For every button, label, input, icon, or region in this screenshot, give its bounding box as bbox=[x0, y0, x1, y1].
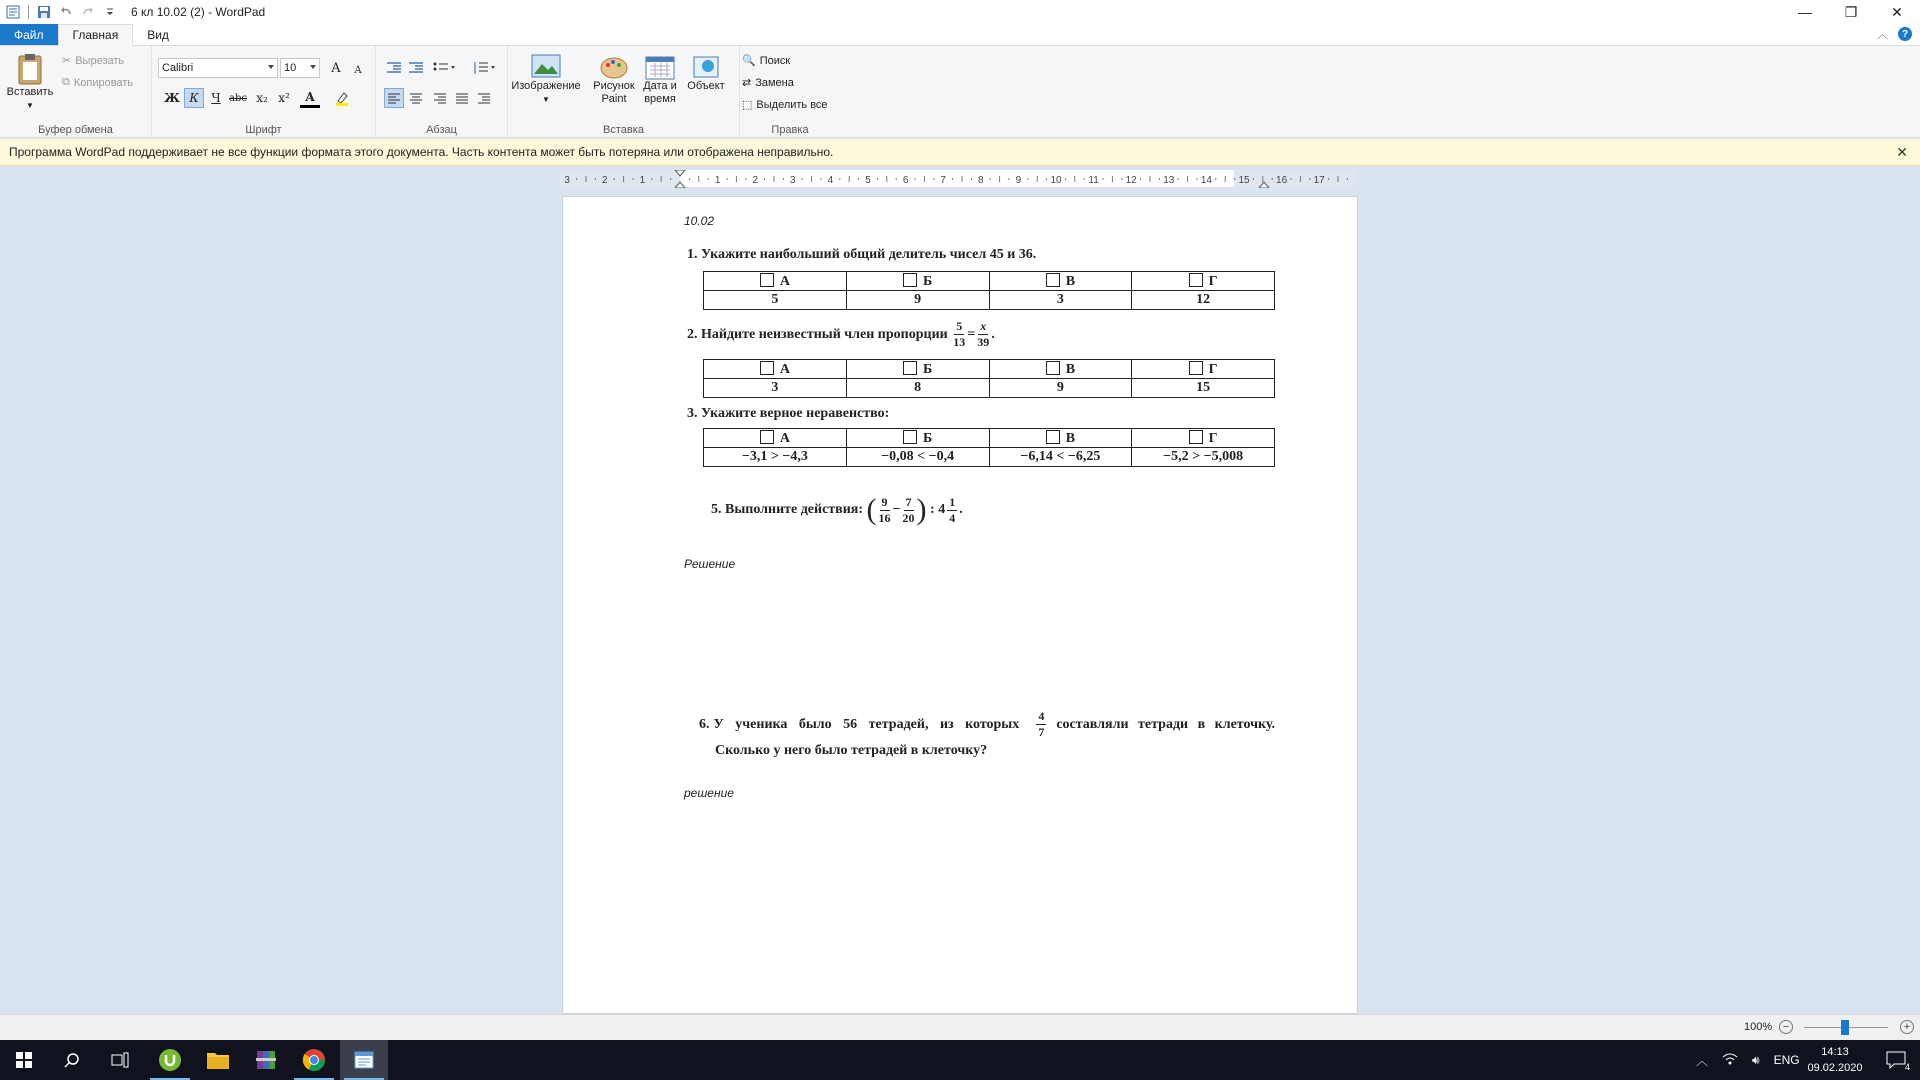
ruler-label: 3 bbox=[564, 175, 570, 186]
q2-option-c[interactable]: В bbox=[989, 360, 1132, 379]
maximize-button[interactable]: ❐ bbox=[1844, 3, 1858, 20]
infobar-message: Программа WordPad поддерживает не все функции формата этого документа. Часть контента может быть потеряна или отображена неправильно. bbox=[9, 145, 834, 159]
checkbox-icon bbox=[1046, 273, 1060, 287]
question-3-table bbox=[703, 428, 1275, 467]
ruler-label: 2 bbox=[752, 175, 758, 186]
compatibility-infobar bbox=[0, 139, 1920, 166]
question-6-line-2: Сколько у него было тетрадей в клеточку? bbox=[715, 743, 988, 758]
utorrent-icon[interactable] bbox=[146, 1040, 194, 1080]
clock-time: 14:13 bbox=[1821, 1046, 1849, 1058]
ruler-label: 11 bbox=[1088, 175, 1099, 186]
clipboard-group-label: Буфер обмена bbox=[38, 124, 113, 136]
fraction: $\frac{7}{20}$ bbox=[902, 494, 915, 525]
status-bar bbox=[0, 1014, 1920, 1040]
tab-home[interactable]: Главная bbox=[58, 24, 134, 46]
ruler-label: 1 bbox=[639, 175, 646, 186]
decrease-indent-icon[interactable] bbox=[384, 58, 404, 78]
ruler-label: 6 bbox=[902, 175, 909, 186]
find-button[interactable] bbox=[742, 54, 790, 67]
font-family-select[interactable] bbox=[158, 58, 278, 78]
object-label: Объект bbox=[687, 80, 725, 92]
question-2-table bbox=[703, 359, 1275, 398]
image-label: Изображение bbox=[511, 80, 581, 92]
question-1-number: 1. bbox=[687, 247, 698, 262]
solution-label-2: решение bbox=[684, 786, 734, 800]
volume-icon[interactable]: 🔊︎ bbox=[1752, 1052, 1760, 1067]
question-2: 2. Найдите неизвестный член пропорции $\frac{5}{13}$ = $\frac{x}{39}$ . bbox=[687, 319, 995, 349]
ruler-label: 16 bbox=[1276, 175, 1288, 186]
checkbox-icon bbox=[760, 361, 774, 375]
insert-paint-button[interactable] bbox=[592, 54, 636, 106]
question-2-number: 2. bbox=[687, 326, 698, 342]
window-title: 6 кл 10.02 (2) - WordPad bbox=[131, 5, 266, 19]
close-button[interactable]: ✕ bbox=[1891, 3, 1903, 20]
paste-button[interactable] bbox=[6, 52, 54, 112]
zoom-out-button[interactable]: − bbox=[1779, 1020, 1793, 1034]
file-explorer-icon[interactable] bbox=[194, 1040, 242, 1080]
select-all-button[interactable] bbox=[742, 98, 828, 111]
minimize-button[interactable]: — bbox=[1798, 4, 1812, 20]
q3-option-d[interactable]: Г bbox=[1132, 429, 1275, 448]
underline-button[interactable]: Ч bbox=[211, 91, 221, 105]
customize-toolbar-icon[interactable] bbox=[99, 1, 121, 23]
q2-value: 8 bbox=[846, 379, 989, 398]
question-3 bbox=[687, 406, 889, 422]
fraction: $\frac{x}{39}$ bbox=[977, 319, 990, 349]
replace-label: Замена bbox=[755, 76, 794, 89]
paragraph-group-label: Абзац bbox=[426, 124, 457, 136]
wordpad-app-icon[interactable] bbox=[2, 1, 24, 23]
question-3-text: Укажите верное неравенство: bbox=[701, 406, 890, 421]
paint-palette-icon bbox=[599, 54, 629, 80]
question-6-number: 6. bbox=[699, 716, 710, 732]
notifications-icon[interactable] bbox=[1872, 1040, 1920, 1080]
separator bbox=[28, 5, 29, 19]
editing-group-label: Правка bbox=[771, 124, 809, 136]
paragraph-group bbox=[376, 46, 508, 138]
question-1-text: Укажите наибольший общий делитель чисел 45 и 36. bbox=[701, 247, 1037, 262]
question-1 bbox=[687, 247, 1036, 263]
q3-value: −0,08 < −0,4 bbox=[846, 448, 989, 467]
solution-label-1: Решение bbox=[684, 557, 736, 571]
q1-option-c[interactable]: В bbox=[989, 272, 1132, 291]
ruler-label: 4 bbox=[827, 175, 834, 186]
q2-option-a[interactable]: А bbox=[704, 360, 847, 379]
question-5: 5. Выполните действия: ( $\frac{9}{16}$ − $\frac{7}{20}$ ) : 4 $\frac{1}{4}$ . bbox=[711, 493, 963, 526]
font-family-value: Calibri bbox=[162, 62, 194, 74]
q3-option-b[interactable]: Б bbox=[846, 429, 989, 448]
copy-label: Копировать bbox=[73, 76, 134, 89]
network-icon[interactable] bbox=[1722, 1052, 1738, 1069]
image-icon bbox=[531, 54, 561, 80]
question-5-text: Выполните действия: bbox=[725, 502, 864, 517]
tab-view[interactable]: Вид bbox=[147, 27, 169, 42]
ribbon bbox=[0, 46, 1920, 138]
notification-count: 4 bbox=[1904, 1062, 1910, 1072]
chrome-icon[interactable] bbox=[290, 1040, 338, 1080]
q1-option-a[interactable]: А bbox=[704, 272, 847, 291]
ruler-label: 5 bbox=[865, 175, 871, 186]
ruler-label: 9 bbox=[1015, 175, 1022, 186]
q2-value: 3 bbox=[704, 379, 847, 398]
checkbox-icon bbox=[903, 273, 917, 287]
align-right-icon[interactable] bbox=[430, 88, 450, 108]
title-bar bbox=[0, 0, 1920, 24]
document-page[interactable] bbox=[562, 196, 1358, 1014]
subscript-button[interactable]: x₂ bbox=[256, 91, 268, 105]
strikethrough-button[interactable]: abc bbox=[229, 92, 247, 104]
show-hidden-icons-icon[interactable]: ︿ bbox=[1696, 1053, 1709, 1068]
archiver-icon[interactable] bbox=[242, 1040, 290, 1080]
start-windows-icon[interactable] bbox=[0, 1040, 48, 1080]
bold-button[interactable]: Ж bbox=[164, 91, 180, 105]
calendar-icon bbox=[645, 54, 675, 80]
highlight-icon[interactable] bbox=[332, 88, 352, 108]
q3-value: −5,2 > −5,008 bbox=[1132, 448, 1275, 467]
justify-icon[interactable] bbox=[452, 88, 472, 108]
insert-object-button[interactable] bbox=[684, 54, 728, 93]
paste-icon bbox=[15, 52, 45, 86]
font-size-value: 10 bbox=[284, 62, 297, 74]
q2-option-b[interactable]: Б bbox=[846, 360, 989, 379]
bullet-list-icon[interactable] bbox=[430, 58, 458, 78]
checkbox-icon bbox=[1046, 361, 1060, 375]
redo-icon[interactable] bbox=[77, 1, 99, 23]
cut-label: Вырезать bbox=[75, 54, 125, 67]
checkbox-icon bbox=[903, 430, 917, 444]
clock-date: 09.02.2020 bbox=[1807, 1062, 1863, 1074]
q2-value: 9 bbox=[989, 379, 1132, 398]
insert-image-button[interactable] bbox=[511, 54, 581, 106]
find-label: Поиск bbox=[759, 54, 791, 67]
ruler-label: 7 bbox=[940, 175, 946, 186]
superscript-button[interactable]: x² bbox=[278, 91, 290, 105]
align-center-icon[interactable] bbox=[406, 88, 426, 108]
increase-indent-icon[interactable] bbox=[406, 58, 426, 78]
q3-value: −3,1 > −4,3 bbox=[704, 448, 847, 467]
cut-button[interactable] bbox=[62, 54, 124, 67]
ribbon-right-controls bbox=[1877, 26, 1912, 42]
question-6-text-b: составляли тетради в клеточку. bbox=[1056, 716, 1275, 732]
checkbox-icon bbox=[903, 361, 917, 375]
checkbox-icon bbox=[760, 430, 774, 444]
shrink-font-button[interactable]: A bbox=[354, 64, 362, 76]
select-all-label: Выделить все bbox=[756, 98, 828, 111]
paste-label: Вставить bbox=[6, 86, 54, 98]
tab-file[interactable]: Файл bbox=[0, 24, 58, 45]
system-tray bbox=[1696, 1040, 1800, 1080]
question-6-line-1 bbox=[699, 709, 1275, 740]
paint-label-2: Paint bbox=[601, 93, 627, 105]
select-all-icon: ⬚ bbox=[742, 99, 753, 111]
copy-button[interactable] bbox=[62, 76, 133, 89]
q2-value: 15 bbox=[1132, 379, 1275, 398]
zoom-slider-thumb[interactable] bbox=[1841, 1020, 1849, 1035]
ruler-label: 2 bbox=[602, 175, 608, 186]
checkbox-icon bbox=[1189, 273, 1203, 287]
fraction: $\frac{5}{13}$ bbox=[953, 319, 966, 349]
language-indicator[interactable]: ENG bbox=[1773, 1053, 1800, 1067]
question-3-number: 3. bbox=[687, 406, 698, 421]
line-spacing-icon[interactable] bbox=[470, 58, 498, 78]
undo-icon[interactable] bbox=[55, 1, 77, 23]
binoculars-icon: 🔍 bbox=[742, 55, 756, 67]
quick-access-toolbar bbox=[0, 0, 121, 24]
paragraph-settings-icon[interactable] bbox=[474, 88, 494, 108]
zoom-level: 100% bbox=[1744, 1021, 1773, 1033]
search-icon[interactable] bbox=[48, 1040, 96, 1080]
ruler-ticks bbox=[560, 170, 1356, 188]
italic-button[interactable]: К bbox=[184, 88, 204, 108]
fraction: $\frac{9}{16}$ bbox=[878, 494, 891, 525]
ruler-label: 10 bbox=[1050, 175, 1062, 186]
ruler-label: 14 bbox=[1200, 175, 1212, 186]
font-size-select[interactable] bbox=[280, 58, 320, 78]
ruler-label: 15 bbox=[1238, 175, 1250, 186]
q3-option-a[interactable]: А bbox=[704, 429, 847, 448]
taskbar bbox=[0, 1040, 1920, 1080]
zoom-in-button[interactable]: + bbox=[1900, 1020, 1914, 1034]
align-left-icon[interactable] bbox=[384, 88, 404, 108]
scissors-icon: ✂ bbox=[62, 55, 72, 67]
checkbox-icon bbox=[1046, 430, 1060, 444]
replace-icon: ⇄ bbox=[742, 77, 752, 89]
window-controls bbox=[1782, 0, 1920, 24]
collapse-ribbon-icon[interactable]: ︿ bbox=[1877, 29, 1888, 41]
document-date: 10.02 bbox=[684, 214, 715, 228]
checkbox-icon bbox=[760, 273, 774, 287]
q1-option-d[interactable]: Г bbox=[1132, 272, 1275, 291]
font-group bbox=[152, 46, 376, 138]
clipboard-group bbox=[0, 46, 152, 138]
paint-label-1: Рисунок bbox=[593, 80, 635, 92]
question-1-table bbox=[703, 271, 1275, 310]
insert-datetime-button[interactable] bbox=[640, 54, 680, 106]
font-color-button[interactable]: A bbox=[300, 88, 320, 108]
copy-icon: ⧉ bbox=[62, 76, 70, 88]
q1-option-b[interactable]: Б bbox=[846, 272, 989, 291]
q3-option-c[interactable]: В bbox=[989, 429, 1132, 448]
infobar-close-button[interactable]: ✕ bbox=[1896, 144, 1908, 160]
q1-value: 9 bbox=[846, 291, 989, 310]
clock[interactable] bbox=[1800, 1044, 1870, 1076]
image-dropdown-icon[interactable]: ▼ bbox=[542, 95, 550, 104]
question-5-number: 5. bbox=[711, 502, 722, 517]
right-indent-marker bbox=[1259, 182, 1269, 188]
ruler-label: 13 bbox=[1163, 175, 1175, 186]
question-2-text: Найдите неизвестный член пропорции bbox=[701, 326, 948, 342]
checkbox-icon bbox=[1189, 430, 1203, 444]
object-icon bbox=[691, 54, 721, 80]
q2-option-d[interactable]: Г bbox=[1132, 360, 1275, 379]
ruler-label: 8 bbox=[978, 175, 984, 186]
replace-button[interactable] bbox=[742, 76, 794, 89]
wordpad-taskbar-icon[interactable] bbox=[340, 1040, 388, 1080]
task-view-icon[interactable] bbox=[96, 1040, 144, 1080]
fraction: $\frac{4}{7}$ bbox=[1038, 709, 1045, 739]
ruler-label: 3 bbox=[790, 175, 796, 186]
insert-group bbox=[508, 46, 740, 138]
ruler[interactable] bbox=[560, 170, 1356, 188]
question-6-text-a: У ученика было 56 тетрадей, из которых bbox=[713, 716, 1020, 732]
ribbon-tabs bbox=[0, 24, 1920, 46]
q1-value: 5 bbox=[704, 291, 847, 310]
q1-value: 3 bbox=[989, 291, 1132, 310]
q1-value: 12 bbox=[1132, 291, 1275, 310]
fraction: $\frac{1}{4}$ bbox=[949, 494, 956, 525]
left-indent-marker bbox=[675, 170, 685, 188]
save-icon[interactable] bbox=[33, 1, 55, 23]
datetime-label-1: Дата и bbox=[643, 80, 677, 92]
insert-group-label: Вставка bbox=[603, 124, 644, 136]
datetime-label-2: время bbox=[644, 93, 676, 105]
paste-dropdown-icon[interactable]: ▼ bbox=[26, 101, 34, 110]
grow-font-button[interactable]: A bbox=[331, 60, 341, 76]
font-group-label: Шрифт bbox=[245, 124, 282, 136]
ruler-label: 12 bbox=[1125, 175, 1137, 186]
editing-group bbox=[740, 46, 840, 138]
q3-value: −6,14 < −6,25 bbox=[989, 448, 1132, 467]
ruler-label: 1 bbox=[714, 175, 721, 186]
checkbox-icon bbox=[1189, 361, 1203, 375]
ruler-label: 17 bbox=[1313, 175, 1325, 186]
help-icon[interactable]: ? bbox=[1898, 27, 1912, 41]
